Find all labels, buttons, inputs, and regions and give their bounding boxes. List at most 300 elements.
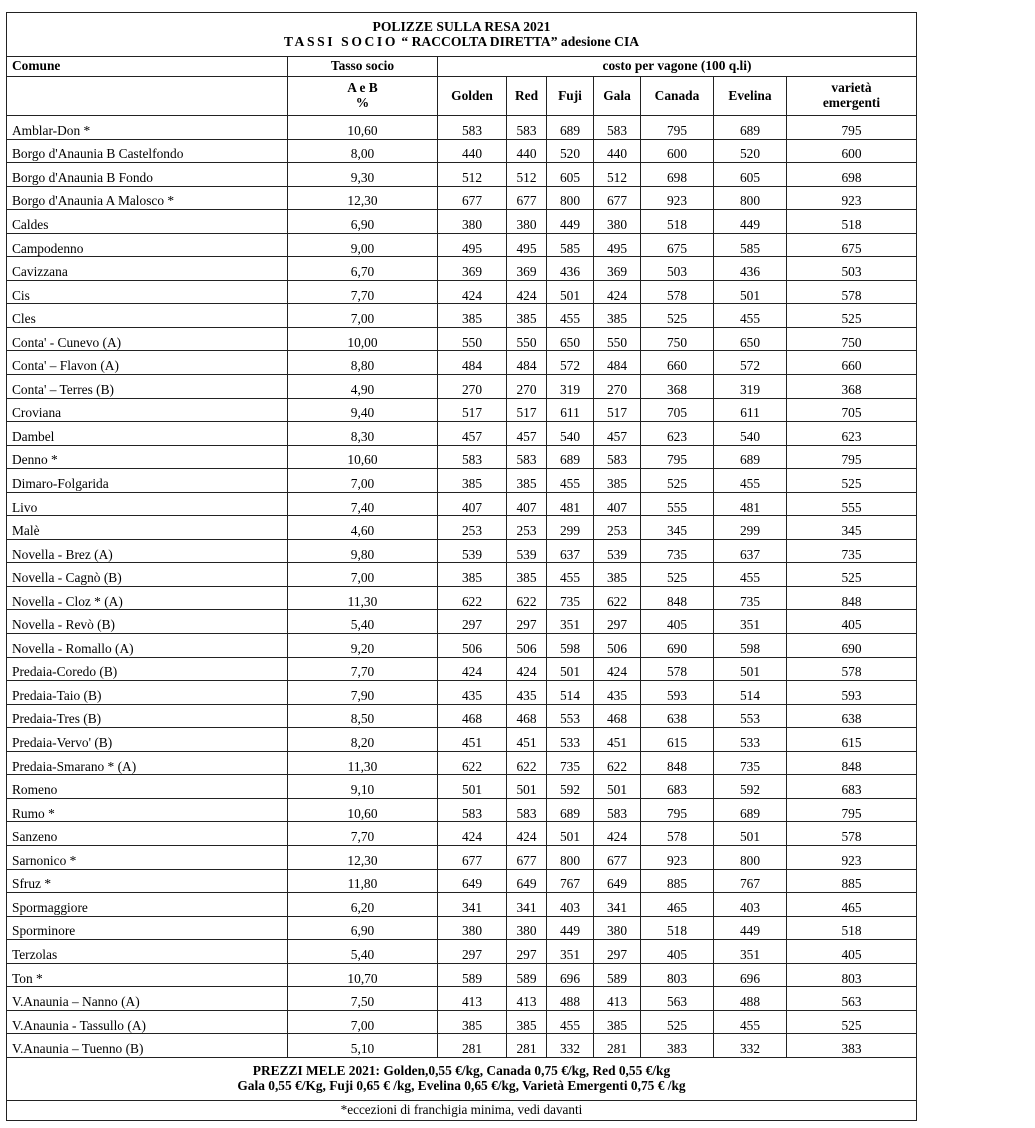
gala-cost-cell: 501 (594, 775, 641, 799)
evelina-cost-cell: 735 (714, 751, 787, 775)
emergenti-cost-cell: 368 (787, 375, 917, 399)
canada-cost-cell: 368 (641, 375, 714, 399)
gala-cost-cell: 407 (594, 492, 641, 516)
red-cost-cell: 407 (507, 492, 547, 516)
red-cost-cell: 341 (507, 893, 547, 917)
canada-cost-cell: 638 (641, 704, 714, 728)
red-cost-cell: 484 (507, 351, 547, 375)
emergenti-cost-cell: 698 (787, 163, 917, 187)
tasso-cell: 9,10 (288, 775, 438, 799)
tasso-cell: 10,60 (288, 798, 438, 822)
emergenti-cost-cell: 525 (787, 469, 917, 493)
emergenti-cost-cell: 795 (787, 116, 917, 140)
table-row (7, 116, 917, 140)
emergenti-cost-cell: 675 (787, 233, 917, 257)
header-gala: Gala (594, 77, 641, 116)
evelina-cost-cell: 689 (714, 116, 787, 140)
red-cost-cell: 270 (507, 375, 547, 399)
evelina-cost-cell: 553 (714, 704, 787, 728)
comune-cell: Conta' - Cunevo (A) (7, 327, 288, 351)
table-row (7, 845, 917, 869)
comune-cell: Malè (7, 516, 288, 540)
fuji-cost-cell: 696 (547, 963, 594, 987)
comune-cell: V.Anaunia – Nanno (A) (7, 987, 288, 1011)
tasso-cell: 4,60 (288, 516, 438, 540)
evelina-cost-cell: 592 (714, 775, 787, 799)
fuji-cost-cell: 689 (547, 445, 594, 469)
red-cost-cell: 424 (507, 657, 547, 681)
table-row (7, 257, 917, 281)
header-percent-label: % (355, 95, 370, 110)
canada-cost-cell: 555 (641, 492, 714, 516)
table-row (7, 445, 917, 469)
evelina-cost-cell: 332 (714, 1034, 787, 1058)
golden-cost-cell: 385 (438, 469, 507, 493)
fuji-cost-cell: 501 (547, 280, 594, 304)
tasso-cell: 9,00 (288, 233, 438, 257)
table-row (7, 304, 917, 328)
header-comune: Comune (7, 57, 288, 77)
table-row (7, 869, 917, 893)
canada-cost-cell: 795 (641, 445, 714, 469)
canada-cost-cell: 525 (641, 469, 714, 493)
fuji-cost-cell: 501 (547, 657, 594, 681)
evelina-cost-cell: 319 (714, 375, 787, 399)
golden-cost-cell: 341 (438, 893, 507, 917)
canada-cost-cell: 735 (641, 539, 714, 563)
evelina-cost-cell: 351 (714, 940, 787, 964)
emergenti-cost-cell: 518 (787, 210, 917, 234)
title-line-1: POLIZZE SULLA RESA 2021 (372, 18, 551, 34)
gala-cost-cell: 385 (594, 1010, 641, 1034)
gala-cost-cell: 506 (594, 634, 641, 658)
comune-cell: Ton * (7, 963, 288, 987)
golden-cost-cell: 440 (438, 139, 507, 163)
tasso-cell: 10,00 (288, 327, 438, 351)
evelina-cost-cell: 767 (714, 869, 787, 893)
red-cost-cell: 297 (507, 610, 547, 634)
red-cost-cell: 435 (507, 681, 547, 705)
fuji-cost-cell: 455 (547, 563, 594, 587)
header-fuji: Fuji (547, 77, 594, 116)
golden-cost-cell: 407 (438, 492, 507, 516)
comune-cell: Novella - Brez (A) (7, 539, 288, 563)
comune-cell: V.Anaunia - Tassullo (A) (7, 1010, 288, 1034)
comune-cell: Amblar-Don * (7, 116, 288, 140)
table-row (7, 327, 917, 351)
gala-cost-cell: 468 (594, 704, 641, 728)
canada-cost-cell: 405 (641, 940, 714, 964)
red-cost-cell: 369 (507, 257, 547, 281)
evelina-cost-cell: 540 (714, 422, 787, 446)
table-row (7, 610, 917, 634)
evelina-cost-cell: 449 (714, 916, 787, 940)
table-row (7, 469, 917, 493)
red-cost-cell: 583 (507, 116, 547, 140)
tasso-cell: 5,40 (288, 940, 438, 964)
tasso-cell: 7,70 (288, 657, 438, 681)
evelina-cost-cell: 800 (714, 845, 787, 869)
golden-cost-cell: 253 (438, 516, 507, 540)
prices-line-2: Gala 0,55 €/Kg, Fuji 0,65 € /kg, Evelina 0,65 €/kg, Varietà Emergenti 0,75 € /kg (237, 1077, 686, 1093)
title-rest-text: “ RACCOLTA DIRETTA” adesione CIA (401, 33, 640, 49)
tasso-cell: 11,80 (288, 869, 438, 893)
canada-cost-cell: 525 (641, 1010, 714, 1034)
emergenti-cost-cell: 518 (787, 916, 917, 940)
evelina-cost-cell: 455 (714, 563, 787, 587)
tasso-cell: 7,90 (288, 681, 438, 705)
red-cost-cell: 424 (507, 280, 547, 304)
evelina-cost-cell: 585 (714, 233, 787, 257)
emergenti-cost-cell: 848 (787, 586, 917, 610)
canada-cost-cell: 923 (641, 845, 714, 869)
tasso-cell: 7,70 (288, 822, 438, 846)
red-cost-cell: 457 (507, 422, 547, 446)
canada-cost-cell: 563 (641, 987, 714, 1011)
emergenti-cost-cell: 525 (787, 304, 917, 328)
golden-cost-cell: 424 (438, 822, 507, 846)
gala-cost-cell: 484 (594, 351, 641, 375)
evelina-cost-cell: 514 (714, 681, 787, 705)
tasso-cell: 9,80 (288, 539, 438, 563)
golden-cost-cell: 517 (438, 398, 507, 422)
evelina-cost-cell: 455 (714, 1010, 787, 1034)
canada-cost-cell: 923 (641, 186, 714, 210)
emergenti-cost-cell: 660 (787, 351, 917, 375)
table-row (7, 422, 917, 446)
gala-cost-cell: 424 (594, 657, 641, 681)
golden-cost-cell: 506 (438, 634, 507, 658)
comune-cell: Croviana (7, 398, 288, 422)
table-row (7, 657, 917, 681)
fuji-cost-cell: 436 (547, 257, 594, 281)
tasso-cell: 7,40 (288, 492, 438, 516)
fuji-cost-cell: 637 (547, 539, 594, 563)
golden-cost-cell: 495 (438, 233, 507, 257)
emergenti-cost-cell: 795 (787, 798, 917, 822)
comune-cell: Cavizzana (7, 257, 288, 281)
table-row (7, 163, 917, 187)
evelina-cost-cell: 501 (714, 280, 787, 304)
gala-cost-cell: 297 (594, 610, 641, 634)
header-row-1 (7, 57, 917, 77)
evelina-cost-cell: 455 (714, 304, 787, 328)
table-row (7, 186, 917, 210)
comune-cell: Novella - Cloz * (A) (7, 586, 288, 610)
golden-cost-cell: 484 (438, 351, 507, 375)
comune-cell: Conta' – Flavon (A) (7, 351, 288, 375)
emergenti-cost-cell: 503 (787, 257, 917, 281)
emergenti-cost-cell: 405 (787, 940, 917, 964)
red-cost-cell: 550 (507, 327, 547, 351)
fuji-cost-cell: 481 (547, 492, 594, 516)
comune-cell: Sfruz * (7, 869, 288, 893)
canada-cost-cell: 383 (641, 1034, 714, 1058)
table-row (7, 586, 917, 610)
emergenti-cost-cell: 578 (787, 657, 917, 681)
comune-cell: Borgo d'Anaunia B Castelfondo (7, 139, 288, 163)
gala-cost-cell: 517 (594, 398, 641, 422)
comune-cell: Terzolas (7, 940, 288, 964)
comune-cell: Livo (7, 492, 288, 516)
tasso-cell: 6,20 (288, 893, 438, 917)
fuji-cost-cell: 735 (547, 751, 594, 775)
title-line-2 (7, 35, 916, 50)
canada-cost-cell: 623 (641, 422, 714, 446)
evelina-cost-cell: 689 (714, 445, 787, 469)
table-row (7, 1034, 917, 1058)
canada-cost-cell: 600 (641, 139, 714, 163)
canada-cost-cell: 885 (641, 869, 714, 893)
table-row (7, 681, 917, 705)
emergenti-cost-cell: 885 (787, 869, 917, 893)
header-golden: Golden (438, 77, 507, 116)
canada-cost-cell: 660 (641, 351, 714, 375)
evelina-cost-cell: 611 (714, 398, 787, 422)
red-cost-cell: 583 (507, 445, 547, 469)
gala-cost-cell: 380 (594, 210, 641, 234)
tasso-cell: 8,50 (288, 704, 438, 728)
emergenti-cost-cell: 923 (787, 186, 917, 210)
table-row (7, 775, 917, 799)
golden-cost-cell: 649 (438, 869, 507, 893)
golden-cost-cell: 424 (438, 280, 507, 304)
table-row (7, 563, 917, 587)
canada-cost-cell: 690 (641, 634, 714, 658)
emergenti-cost-cell: 563 (787, 987, 917, 1011)
comune-cell: Cis (7, 280, 288, 304)
emergenti-cost-cell: 705 (787, 398, 917, 422)
golden-cost-cell: 424 (438, 657, 507, 681)
tasso-cell: 9,20 (288, 634, 438, 658)
fuji-cost-cell: 520 (547, 139, 594, 163)
red-cost-cell: 385 (507, 469, 547, 493)
comune-cell: Predaia-Taio (B) (7, 681, 288, 705)
tasso-cell: 7,00 (288, 563, 438, 587)
prices-line-1: PREZZI MELE 2021: Golden,0,55 €/kg, Canada 0,75 €/kg, Red 0,55 €/kg (252, 1063, 671, 1079)
tasso-cell: 4,90 (288, 375, 438, 399)
gala-cost-cell: 281 (594, 1034, 641, 1058)
evelina-cost-cell: 455 (714, 469, 787, 493)
table-row (7, 1010, 917, 1034)
gala-cost-cell: 677 (594, 845, 641, 869)
tasso-cell: 5,10 (288, 1034, 438, 1058)
evelina-cost-cell: 403 (714, 893, 787, 917)
golden-cost-cell: 501 (438, 775, 507, 799)
gala-cost-cell: 495 (594, 233, 641, 257)
gala-cost-cell: 589 (594, 963, 641, 987)
comune-cell: Sporminore (7, 916, 288, 940)
red-cost-cell: 539 (507, 539, 547, 563)
comune-cell: Dimaro-Folgarida (7, 469, 288, 493)
comune-cell: Romeno (7, 775, 288, 799)
emergenti-cost-cell: 405 (787, 610, 917, 634)
header-comune-blank (7, 77, 288, 116)
emergenti-cost-cell: 345 (787, 516, 917, 540)
fuji-cost-cell: 585 (547, 233, 594, 257)
red-cost-cell: 385 (507, 563, 547, 587)
golden-cost-cell: 413 (438, 987, 507, 1011)
emergenti-cost-cell: 600 (787, 139, 917, 163)
tasso-cell: 7,50 (288, 987, 438, 1011)
tasso-cell: 6,90 (288, 916, 438, 940)
canada-cost-cell: 848 (641, 586, 714, 610)
tasso-cell: 11,30 (288, 586, 438, 610)
fuji-cost-cell: 735 (547, 586, 594, 610)
red-cost-cell: 501 (507, 775, 547, 799)
gala-cost-cell: 385 (594, 563, 641, 587)
table-row (7, 233, 917, 257)
header-a-e-b (288, 77, 438, 116)
golden-cost-cell: 677 (438, 845, 507, 869)
table-row (7, 728, 917, 752)
header-varieta-emergenti (787, 77, 917, 116)
header-a-e-b-label: A e B (347, 80, 378, 96)
evelina-cost-cell: 501 (714, 657, 787, 681)
golden-cost-cell: 583 (438, 445, 507, 469)
header-red: Red (507, 77, 547, 116)
tasso-cell: 10,60 (288, 116, 438, 140)
table-row (7, 398, 917, 422)
tasso-cell: 9,30 (288, 163, 438, 187)
emergenti-cost-cell: 923 (787, 845, 917, 869)
evelina-cost-cell: 501 (714, 822, 787, 846)
emergenti-cost-cell: 690 (787, 634, 917, 658)
canada-cost-cell: 578 (641, 822, 714, 846)
evelina-cost-cell: 533 (714, 728, 787, 752)
fuji-cost-cell: 553 (547, 704, 594, 728)
golden-cost-cell: 380 (438, 916, 507, 940)
fuji-cost-cell: 501 (547, 822, 594, 846)
header-tasso-socio: Tasso socio (288, 57, 438, 77)
comune-cell: V.Anaunia – Tuenno (B) (7, 1034, 288, 1058)
emergenti-cost-cell: 525 (787, 563, 917, 587)
gala-cost-cell: 385 (594, 304, 641, 328)
table-row (7, 893, 917, 917)
red-cost-cell: 622 (507, 586, 547, 610)
fuji-cost-cell: 689 (547, 116, 594, 140)
evelina-cost-cell: 696 (714, 963, 787, 987)
red-cost-cell: 424 (507, 822, 547, 846)
gala-cost-cell: 457 (594, 422, 641, 446)
canada-cost-cell: 848 (641, 751, 714, 775)
table-row (7, 492, 917, 516)
golden-cost-cell: 583 (438, 116, 507, 140)
title-spaced-text: TASSI SOCIO (283, 33, 398, 49)
comune-cell: Sarnonico * (7, 845, 288, 869)
comune-cell: Predaia-Smarano * (A) (7, 751, 288, 775)
prices-note (7, 1057, 917, 1100)
golden-cost-cell: 468 (438, 704, 507, 728)
gala-cost-cell: 435 (594, 681, 641, 705)
emergenti-cost-cell: 578 (787, 822, 917, 846)
fuji-cost-cell: 403 (547, 893, 594, 917)
canada-cost-cell: 525 (641, 563, 714, 587)
red-cost-cell: 297 (507, 940, 547, 964)
comune-cell: Predaia-Tres (B) (7, 704, 288, 728)
emergenti-cost-cell: 803 (787, 963, 917, 987)
document-title (7, 13, 917, 57)
table-row (7, 963, 917, 987)
fuji-cost-cell: 351 (547, 610, 594, 634)
gala-cost-cell: 380 (594, 916, 641, 940)
gala-cost-cell: 583 (594, 798, 641, 822)
canada-cost-cell: 525 (641, 304, 714, 328)
comune-cell: Novella - Romallo (A) (7, 634, 288, 658)
evelina-cost-cell: 481 (714, 492, 787, 516)
fuji-cost-cell: 540 (547, 422, 594, 446)
comune-cell: Predaia-Coredo (B) (7, 657, 288, 681)
evelina-cost-cell: 299 (714, 516, 787, 540)
fuji-cost-cell: 319 (547, 375, 594, 399)
footer-prices-row (7, 1057, 917, 1100)
table-row (7, 139, 917, 163)
tasso-cell: 6,70 (288, 257, 438, 281)
emergenti-cost-cell: 623 (787, 422, 917, 446)
fuji-cost-cell: 767 (547, 869, 594, 893)
red-cost-cell: 413 (507, 987, 547, 1011)
golden-cost-cell: 380 (438, 210, 507, 234)
gala-cost-cell: 649 (594, 869, 641, 893)
golden-cost-cell: 451 (438, 728, 507, 752)
comune-cell: Borgo d'Anaunia B Fondo (7, 163, 288, 187)
evelina-cost-cell: 605 (714, 163, 787, 187)
fuji-cost-cell: 800 (547, 845, 594, 869)
table-row (7, 822, 917, 846)
tasso-cell: 10,70 (288, 963, 438, 987)
table-row (7, 751, 917, 775)
table-row (7, 280, 917, 304)
comune-cell: Caldes (7, 210, 288, 234)
fuji-cost-cell: 605 (547, 163, 594, 187)
red-cost-cell: 440 (507, 139, 547, 163)
golden-cost-cell: 297 (438, 610, 507, 634)
tasso-cell: 7,00 (288, 304, 438, 328)
tasso-cell: 9,40 (288, 398, 438, 422)
red-cost-cell: 649 (507, 869, 547, 893)
golden-cost-cell: 385 (438, 304, 507, 328)
canada-cost-cell: 578 (641, 280, 714, 304)
fuji-cost-cell: 351 (547, 940, 594, 964)
tasso-cell: 8,80 (288, 351, 438, 375)
fuji-cost-cell: 533 (547, 728, 594, 752)
fuji-cost-cell: 514 (547, 681, 594, 705)
footnote: *eccezioni di franchigia minima, vedi davanti (7, 1100, 917, 1120)
table-row (7, 539, 917, 563)
tasso-cell: 8,20 (288, 728, 438, 752)
golden-cost-cell: 297 (438, 940, 507, 964)
comune-cell: Sanzeno (7, 822, 288, 846)
header-canada: Canada (641, 77, 714, 116)
tasso-cell: 7,00 (288, 1010, 438, 1034)
red-cost-cell: 495 (507, 233, 547, 257)
table-row (7, 516, 917, 540)
canada-cost-cell: 503 (641, 257, 714, 281)
canada-cost-cell: 795 (641, 116, 714, 140)
comune-cell: Campodenno (7, 233, 288, 257)
gala-cost-cell: 424 (594, 280, 641, 304)
red-cost-cell: 517 (507, 398, 547, 422)
evelina-cost-cell: 520 (714, 139, 787, 163)
footnote-row (7, 1100, 917, 1120)
golden-cost-cell: 457 (438, 422, 507, 446)
emergenti-cost-cell: 383 (787, 1034, 917, 1058)
gala-cost-cell: 297 (594, 940, 641, 964)
table-row (7, 798, 917, 822)
fuji-cost-cell: 449 (547, 210, 594, 234)
emergenti-cost-cell: 848 (787, 751, 917, 775)
golden-cost-cell: 539 (438, 539, 507, 563)
